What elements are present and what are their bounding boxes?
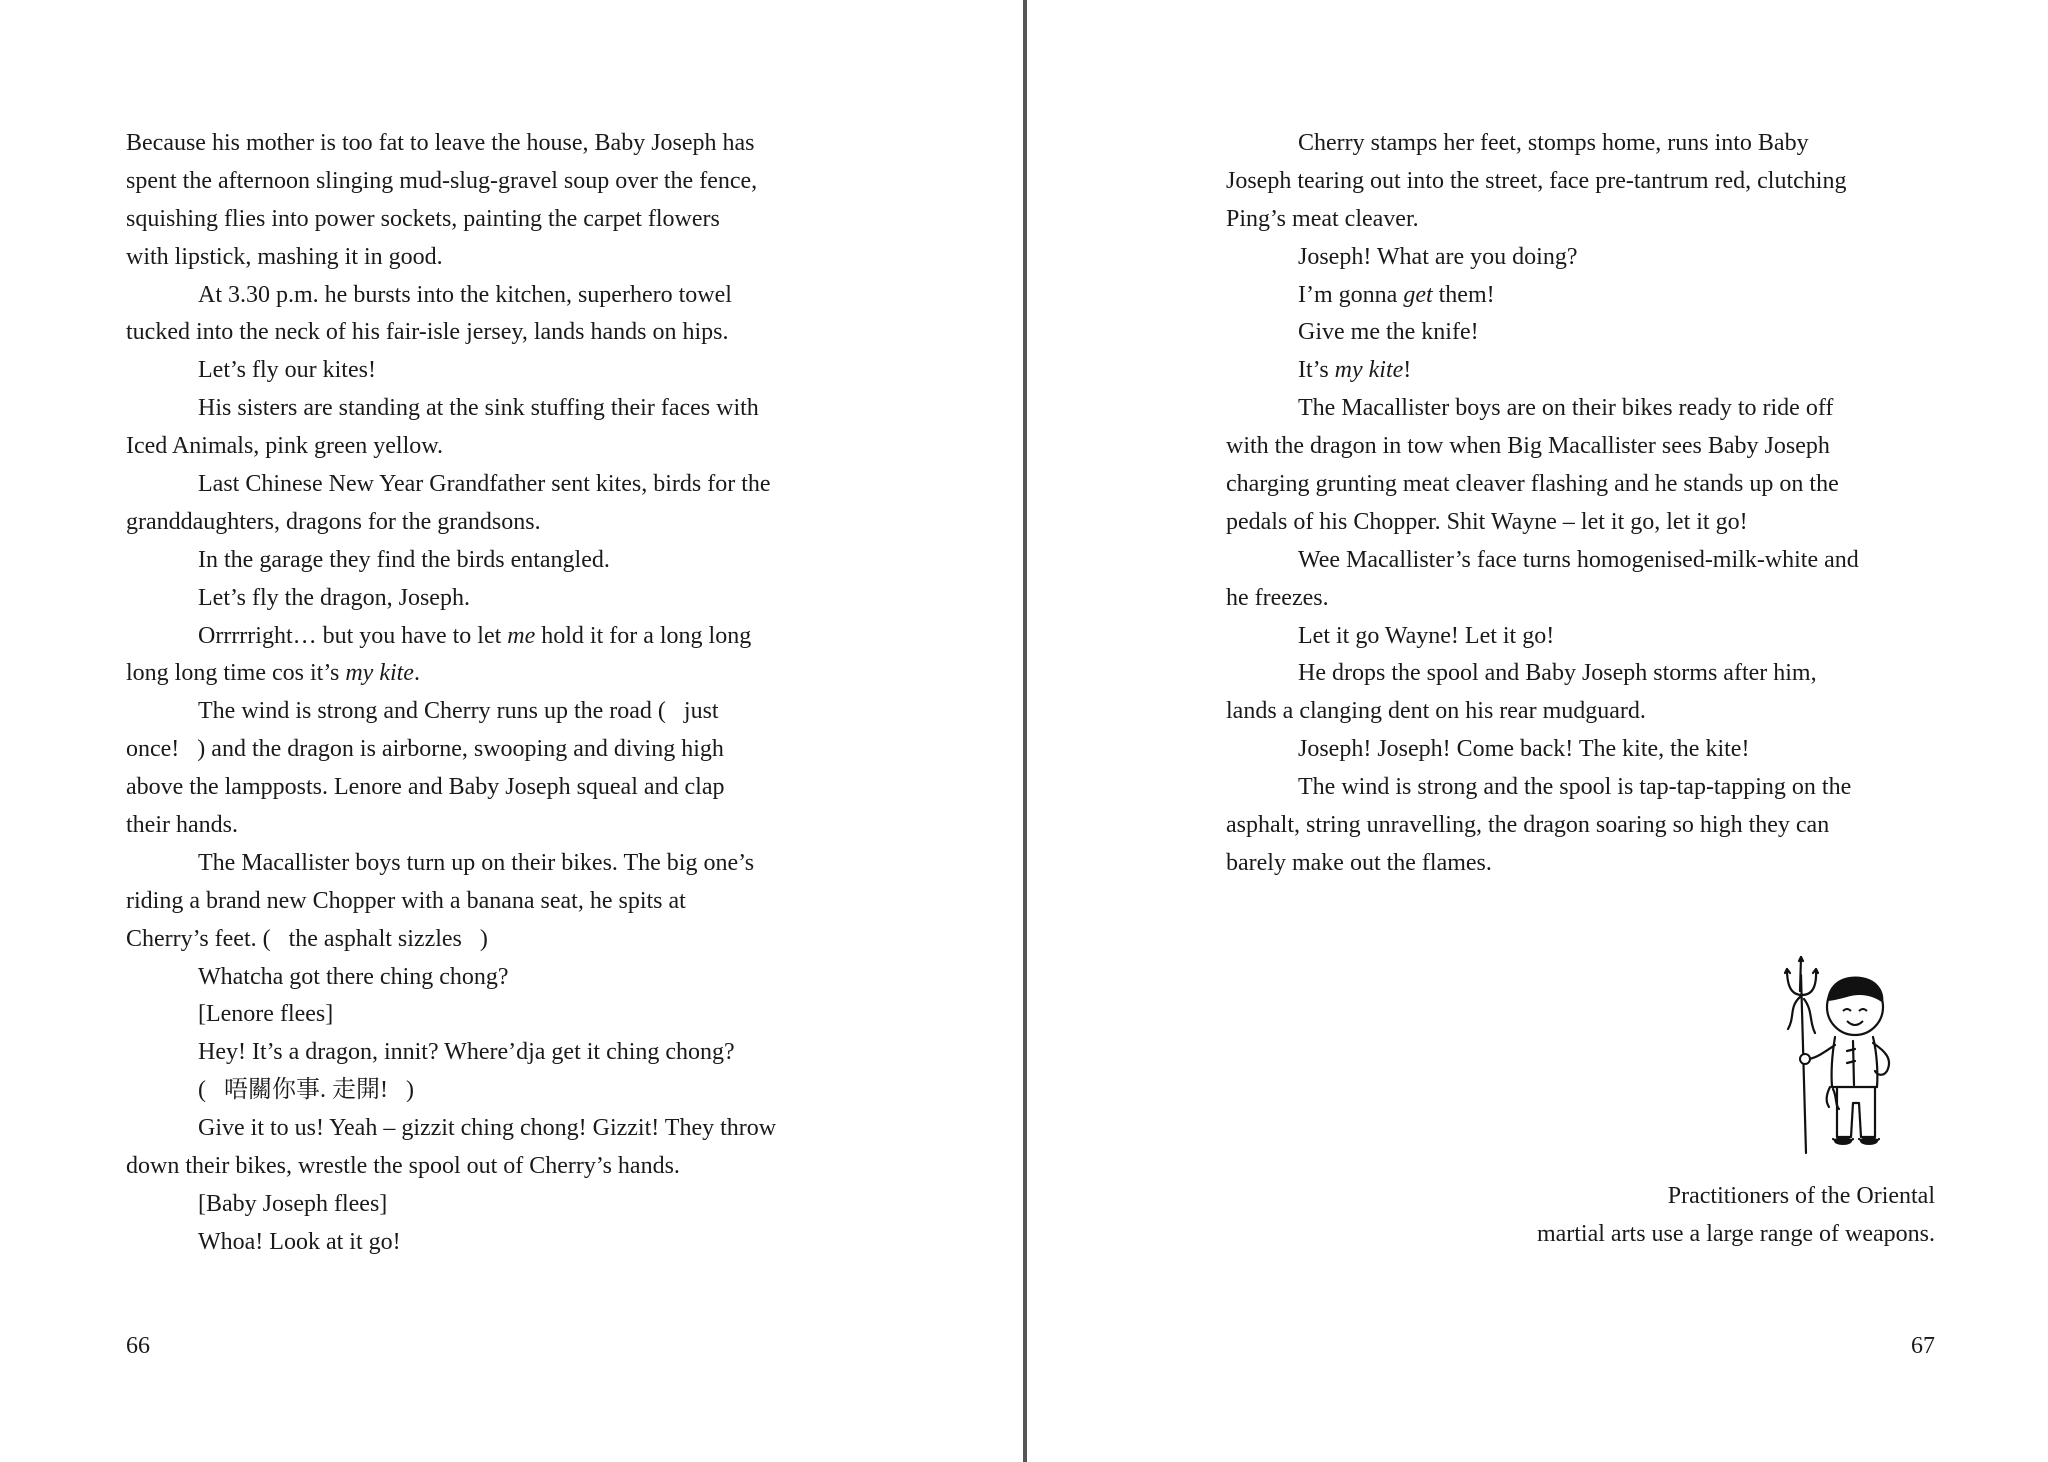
- text-run: squishing flies into power sockets, painting the carpet flowers: [126, 205, 720, 232]
- text-line: [126, 959, 826, 997]
- text-run: long long time cos it’s: [126, 660, 346, 687]
- text-run: ) and the dragon is airborne, swooping and diving high: [197, 736, 724, 763]
- text-line: [126, 1148, 826, 1186]
- text-run: Give me the knife!: [1298, 319, 1479, 346]
- boy-with-trident-illustration: [1777, 955, 1927, 1155]
- text-run: Let it go Wayne! Let it go!: [1298, 622, 1555, 649]
- text-run: .: [413, 660, 420, 687]
- text-line: [126, 1034, 826, 1072]
- text-run: 唔關你事. 走開!: [224, 1077, 388, 1104]
- text-run: above the lampposts. Lenore and Baby Joseph squeal and clap: [126, 774, 725, 801]
- text-line: [1226, 125, 1961, 163]
- text-run: ): [406, 1077, 414, 1104]
- text-line: [126, 390, 826, 428]
- text-run: riding a brand new Chopper with a banana seat, he spits at: [126, 887, 686, 914]
- text-run: (: [198, 1077, 206, 1104]
- text-line: [1226, 277, 1961, 315]
- text-line: [126, 542, 826, 580]
- text-run: [Lenore flees]: [198, 1001, 334, 1028]
- text-run: I’m gonna: [1298, 281, 1404, 308]
- text-run: charging grunting meat cleaver flashing and he stands up on the: [1226, 471, 1839, 498]
- text-line: [1226, 314, 1961, 352]
- right-page: [1027, 0, 2048, 1462]
- text-line: [126, 580, 826, 618]
- italic-text: my kite: [345, 660, 414, 687]
- text-line: [126, 314, 826, 352]
- caption-line: Practitioners of the Oriental: [1667, 1183, 1935, 1209]
- text-run: In the garage they find the birds entangled.: [198, 546, 610, 573]
- text-run: lands a clanging dent on his rear mudguard.: [1226, 698, 1646, 725]
- text-run: Joseph! What are you doing?: [1298, 243, 1578, 270]
- text-run: Whatcha got there ching chong?: [198, 963, 509, 990]
- text-run: Let’s fly the dragon, Joseph.: [198, 584, 470, 611]
- text-line: [1226, 352, 1961, 390]
- text-line: [1226, 163, 1961, 201]
- text-line: [1226, 239, 1961, 277]
- text-run: Orrrrright… but you have to let: [198, 622, 508, 649]
- text-line: [1226, 428, 1961, 466]
- text-run: asphalt, string unravelling, the dragon soaring so high they can: [1226, 812, 1830, 839]
- text-run: he freezes.: [1226, 584, 1329, 611]
- text-run: The wind is strong and Cherry runs up the road (: [198, 698, 666, 725]
- text-run: It’s: [1298, 357, 1335, 384]
- text-run: them!: [1432, 281, 1495, 308]
- text-run: spent the afternoon slinging mud-slug-gravel soup over the fence,: [126, 167, 758, 194]
- text-run: Give it to us! Yeah – gizzit ching chong! Gizzit! They throw: [198, 1115, 777, 1142]
- text-run: hold it for a long long: [535, 622, 752, 649]
- text-line: [126, 769, 826, 807]
- text-line: [126, 239, 826, 277]
- text-line: [126, 731, 826, 769]
- text-run: Last Chinese New Year Grandfather sent kites, birds for the: [198, 471, 771, 498]
- text-line: [126, 807, 826, 845]
- text-line: [126, 1224, 826, 1262]
- page-number-right: 67: [1911, 1333, 1935, 1359]
- text-run: [Baby Joseph flees]: [198, 1190, 388, 1217]
- text-line: [126, 1110, 826, 1148]
- text-run: The wind is strong and the spool is tap-tap-tapping on the: [1298, 774, 1852, 801]
- text-line: [126, 845, 826, 883]
- text-line: [126, 201, 826, 239]
- text-line: [1226, 655, 1961, 693]
- text-run: with the dragon in tow when Big Macallister sees Baby Joseph: [1226, 433, 1830, 460]
- text-run: Joseph tearing out into the street, face pre-tantrum red, clutching: [1226, 167, 1847, 194]
- text-run: Hey! It’s a dragon, innit? Where’dja get it ching chong?: [198, 1039, 735, 1066]
- italic-text: me: [507, 622, 536, 649]
- text-run: ): [479, 925, 488, 952]
- text-line: [126, 466, 826, 504]
- text-line: [1226, 769, 1961, 807]
- text-run: Iced Animals, pink green yellow.: [126, 433, 444, 460]
- text-run: He drops the spool and Baby Joseph storms after him,: [1298, 660, 1817, 687]
- text-line: [126, 883, 826, 921]
- text-run: His sisters are standing at the sink stuffing their faces with: [198, 395, 759, 422]
- right-page-body: [1226, 125, 1961, 883]
- text-run: once!: [126, 736, 180, 763]
- text-run: their hands.: [126, 812, 238, 839]
- text-line: [126, 655, 826, 693]
- text-line: [1226, 542, 1961, 580]
- text-line: [1226, 466, 1961, 504]
- text-run: Wee Macallister’s face turns homogenised-milk-white and: [1298, 546, 1859, 573]
- text-run: with lipstick, mashing it in good.: [126, 243, 443, 270]
- illustration-caption: [1537, 1178, 1935, 1254]
- caption-line: martial arts use a large range of weapons.: [1536, 1220, 1935, 1247]
- text-run: down their bikes, wrestle the spool out of Cherry’s hands.: [126, 1153, 680, 1180]
- italic-text: my kite: [1334, 357, 1404, 384]
- text-run: Ping’s meat cleaver.: [1226, 205, 1419, 232]
- text-run: just: [683, 698, 719, 725]
- text-line: [1226, 845, 1961, 883]
- text-line: [126, 996, 826, 1034]
- text-line: [126, 1186, 826, 1224]
- text-line: [126, 125, 826, 163]
- text-line: [1226, 693, 1961, 731]
- text-line: [1226, 807, 1961, 845]
- page-number-left: 66: [126, 1333, 150, 1359]
- text-line: [126, 618, 826, 656]
- text-line: [1226, 731, 1961, 769]
- text-line: [1226, 580, 1961, 618]
- italic-text: get: [1403, 281, 1433, 308]
- text-run: pedals of his Chopper. Shit Wayne – let it go, let it go!: [1226, 508, 1748, 535]
- text-line: [1226, 201, 1961, 239]
- left-page: [0, 0, 1023, 1462]
- text-run: Let’s fly our kites!: [198, 357, 376, 384]
- text-line: [1226, 618, 1961, 656]
- text-line: [126, 428, 826, 466]
- text-line: [1226, 504, 1961, 542]
- text-line: [126, 504, 826, 542]
- text-run: At 3.30 p.m. he bursts into the kitchen, superhero towel: [198, 281, 732, 308]
- text-run: Because his mother is too fat to leave the house, Baby Joseph has: [126, 130, 755, 156]
- text-run: The Macallister boys turn up on their bikes. The big one’s: [198, 849, 755, 876]
- text-run: Joseph! Joseph! Come back! The kite, the kite!: [1298, 736, 1750, 763]
- text-run: Whoa! Look at it go!: [198, 1228, 401, 1255]
- text-run: tucked into the neck of his fair-isle jersey, lands hands on hips.: [126, 319, 729, 346]
- left-page-body: [126, 125, 826, 1262]
- text-run: !: [1403, 357, 1412, 384]
- text-run: Cherry stamps her feet, stomps home, runs into Baby: [1298, 130, 1809, 156]
- text-line: [126, 693, 826, 731]
- text-line: [126, 163, 826, 201]
- text-line: [126, 277, 826, 315]
- text-line: [126, 1072, 826, 1110]
- text-line: [1226, 390, 1961, 428]
- text-run: the asphalt sizzles: [288, 925, 462, 952]
- text-run: granddaughters, dragons for the grandsons.: [126, 508, 541, 535]
- text-run: The Macallister boys are on their bikes ready to ride off: [1298, 395, 1834, 422]
- text-line: [126, 352, 826, 390]
- text-run: barely make out the flames.: [1226, 849, 1492, 876]
- text-line: [126, 921, 826, 959]
- text-run: Cherry’s feet. (: [126, 925, 271, 952]
